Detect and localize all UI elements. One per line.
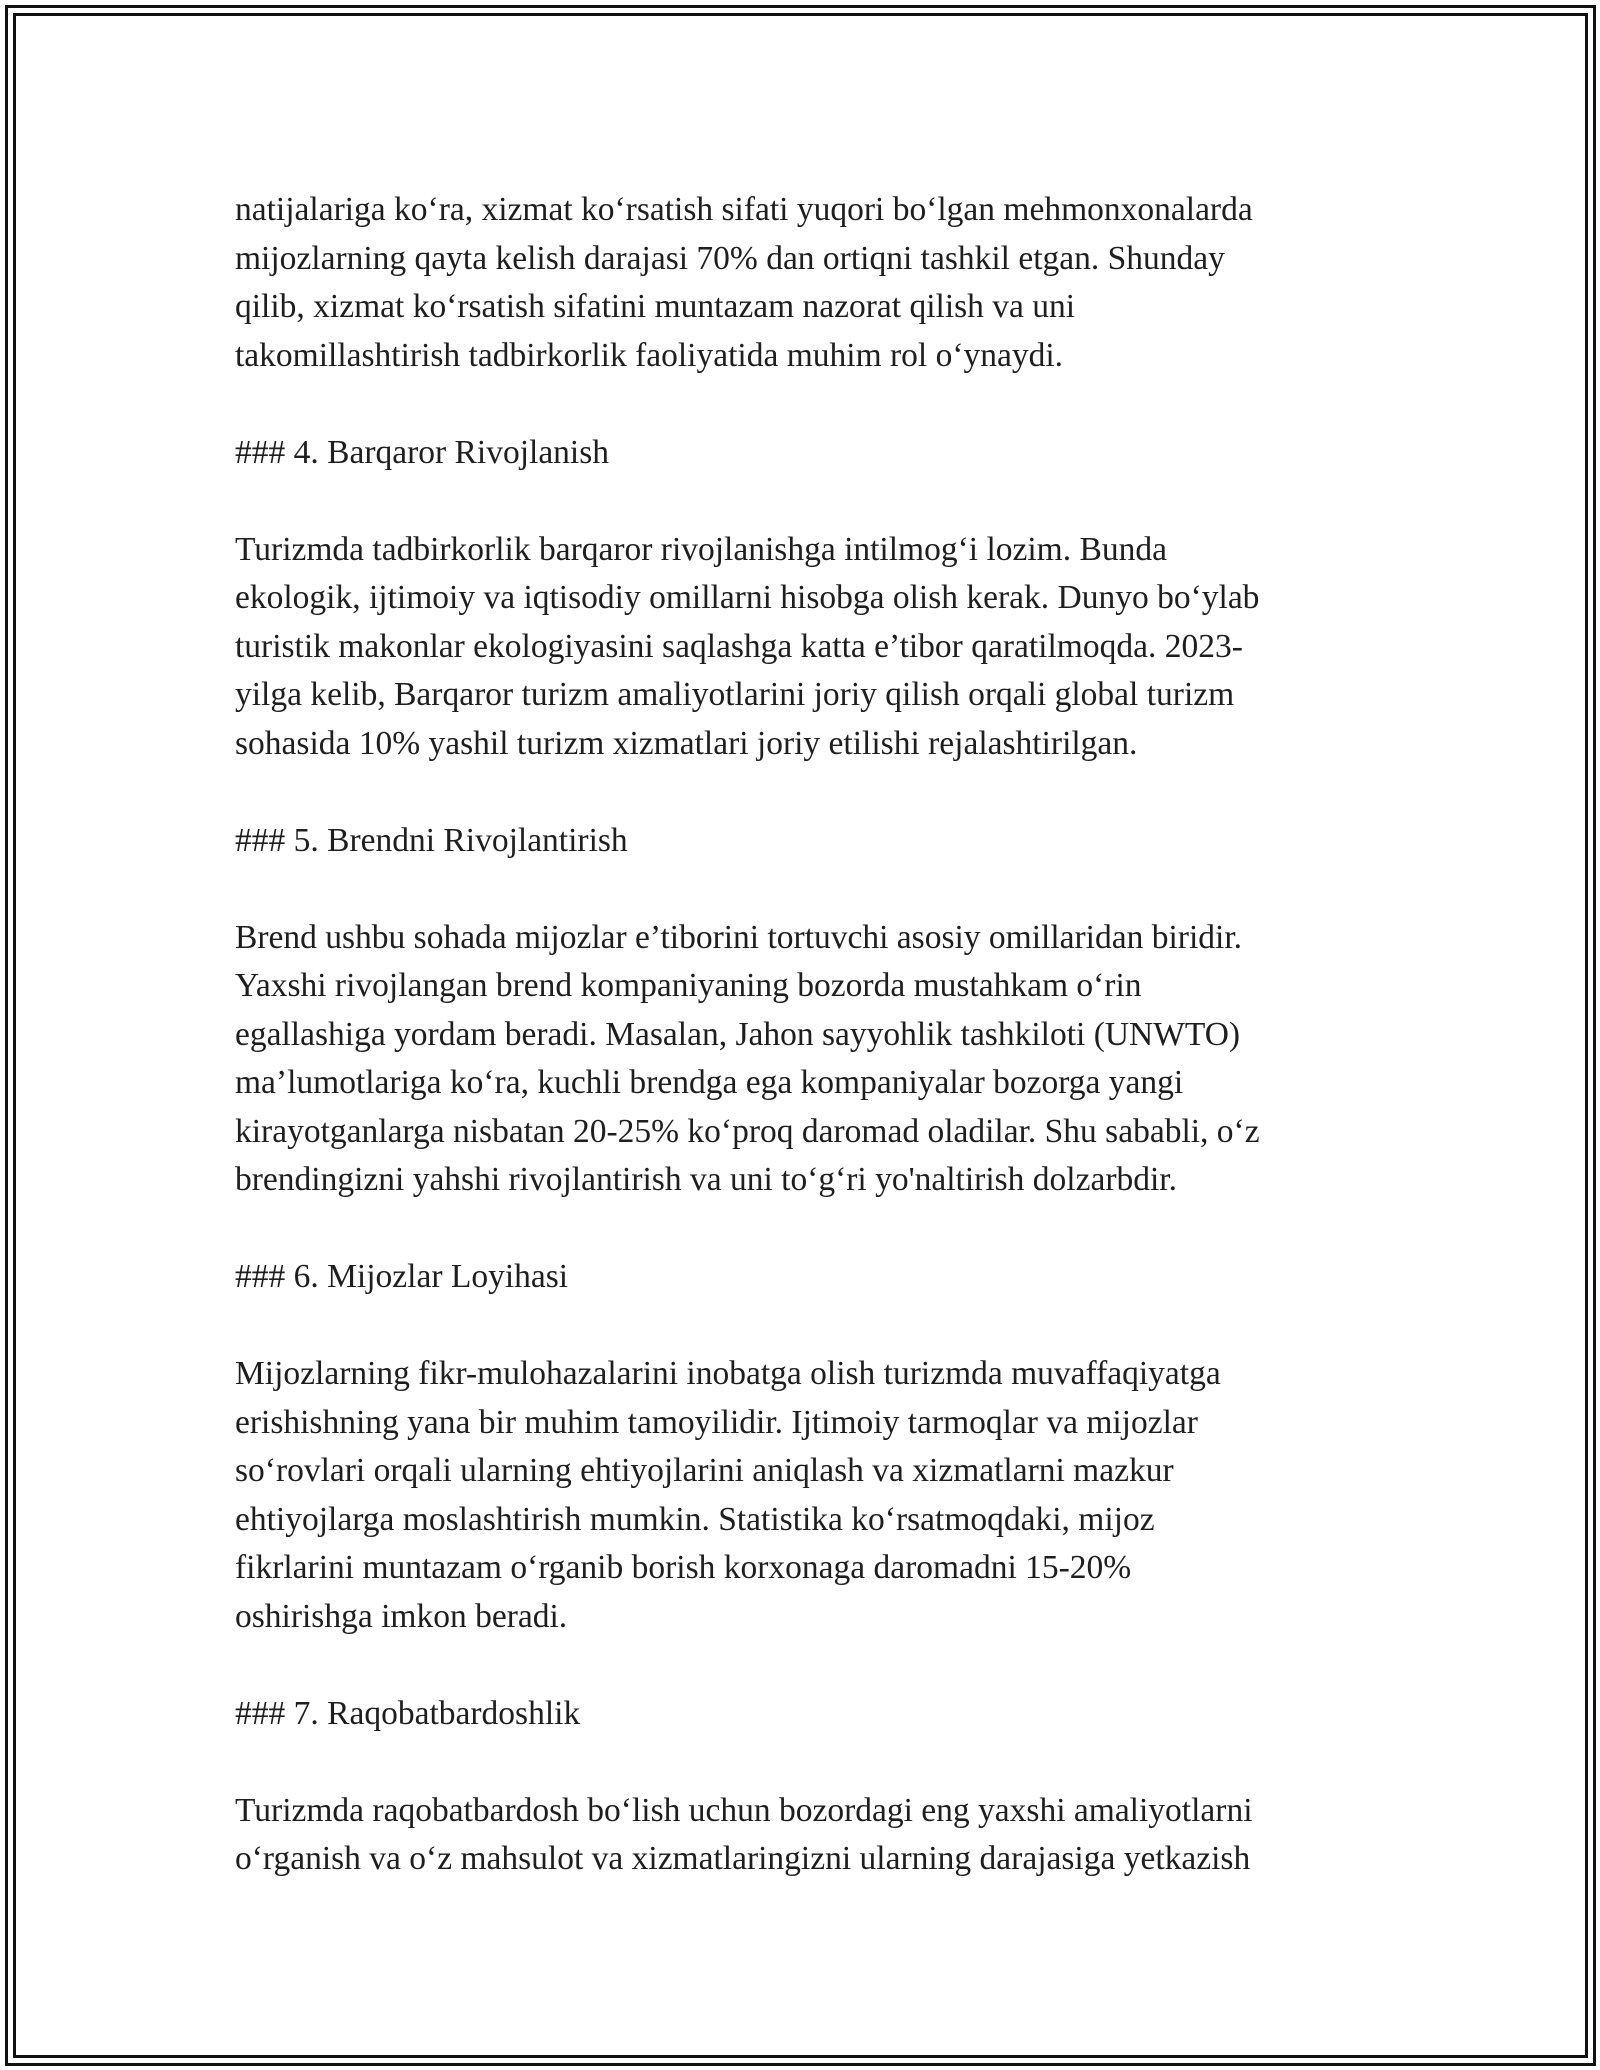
paragraph-line: ehtiyojlarga moslashtirish mumkin. Statistika ko‘rsatmoqdaki, mijoz bbox=[235, 1500, 1155, 1538]
paragraph-line: takomillashtirish tadbirkorlik faoliyatida muhim rol o‘ynaydi. bbox=[235, 336, 1064, 374]
paragraph bbox=[235, 186, 1370, 380]
heading-text: ### 5. Brendni Rivojlantirish bbox=[235, 821, 628, 859]
paragraph-line: Turizmda tadbirkorlik barqaror rivojlanishga intilmog‘i lozim. Bunda bbox=[235, 530, 1167, 568]
paragraph-line: fikrlarini muntazam o‘rganib borish korxonaga daromadni 15-20% bbox=[235, 1549, 1132, 1586]
paragraph bbox=[235, 526, 1370, 769]
paragraph-line: ma’lumotlariga ko‘ra, kuchli brendga ega kompaniyalar bozorga yangi bbox=[235, 1064, 1184, 1101]
heading-text: ### 7. Raqobatbardoshlik bbox=[235, 1694, 581, 1732]
paragraph-line: mijozlarning qayta kelish darajasi 70% dan ortiqni tashkil etgan. Shunday bbox=[235, 239, 1225, 277]
paragraph-line: Mijozlarning fikr-mulohazalarini inobatga olish turizmda muvaffaqiyatga bbox=[235, 1355, 1221, 1392]
paragraph-line: turistik makonlar ekologiyasini saqlashga katta e’tibor qaratilmoqda. 2023- bbox=[235, 627, 1243, 665]
paragraph-line: so‘rovlari orqali ularning ehtiyojlarini aniqlash va xizmatlarni mazkur bbox=[235, 1452, 1174, 1489]
paragraph bbox=[235, 914, 1370, 1205]
paragraph-spacer bbox=[235, 865, 1370, 914]
paragraph bbox=[235, 1787, 1370, 1884]
paragraph-spacer bbox=[235, 380, 1370, 429]
paragraph-line: Brend ushbu sohada mijozlar e’tiborini tortuvchi asosiy omillaridan biridir. bbox=[235, 918, 1242, 956]
paragraph-spacer bbox=[235, 768, 1370, 817]
paragraph-spacer bbox=[235, 477, 1370, 526]
paragraph-line: brendingizni yahshi rivojlantirish va uni to‘g‘ri yo'naltirish dolzarbdir. bbox=[235, 1161, 1177, 1198]
paragraph-line: yilga kelib, Barqaror turizm amaliyotlarini joriy qilish orqali global turizm bbox=[235, 676, 1235, 713]
section-heading bbox=[235, 1253, 1370, 1302]
paragraph-line: o‘rganish va o‘z mahsulot va xizmatlaringizni ularning darajasiga yetkazish bbox=[235, 1840, 1251, 1877]
paragraph-line: oshirishga imkon beradi. bbox=[235, 1597, 568, 1635]
paragraph-line: kirayotganlarga nisbatan 20-25% ko‘proq daromad oladilar. Shu sababli, o‘z bbox=[235, 1112, 1260, 1150]
paragraph-spacer bbox=[235, 1302, 1370, 1351]
heading-text: ### 6. Mijozlar Loyihasi bbox=[235, 1258, 569, 1295]
paragraph-line: natijalariga ko‘ra, xizmat ko‘rsatish sifati yuqori bo‘lgan mehmonxonalarda bbox=[235, 191, 1253, 228]
paragraph-line: egallashiga yordam beradi. Masalan, Jahon sayyohlik tashkiloti (UNWTO) bbox=[235, 1015, 1241, 1053]
paragraph-line: Yaxshi rivojlangan brend kompaniyaning bozorda mustahkam o‘rin bbox=[235, 967, 1142, 1004]
paragraph-line: erishishning yana bir muhim tamoyilidir. Ijtimoiy tarmoqlar va mijozlar bbox=[235, 1403, 1198, 1441]
section-heading bbox=[235, 817, 1370, 866]
paragraph-line: ekologik, ijtimoiy va iqtisodiy omillarni hisobga olish kerak. Dunyo bo‘ylab bbox=[235, 579, 1260, 616]
paragraph-line: sohasida 10% yashil turizm xizmatlari joriy etilishi rejalashtirilgan. bbox=[235, 724, 1138, 762]
section-heading bbox=[235, 1690, 1370, 1739]
section-heading bbox=[235, 429, 1370, 478]
paragraph bbox=[235, 1350, 1370, 1641]
paragraph-line: qilib, xizmat ko‘rsatish sifatini muntazam nazorat qilish va uni bbox=[235, 288, 1076, 325]
heading-text: ### 4. Barqaror Rivojlanish bbox=[235, 433, 610, 471]
paragraph-line: Turizmda raqobatbardosh bo‘lish uchun bozordagi eng yaxshi amaliyotlarni bbox=[235, 1791, 1253, 1829]
paragraph-spacer bbox=[235, 1641, 1370, 1690]
document-body bbox=[235, 186, 1370, 1884]
paragraph-spacer bbox=[235, 1738, 1370, 1787]
paragraph-spacer bbox=[235, 1205, 1370, 1254]
